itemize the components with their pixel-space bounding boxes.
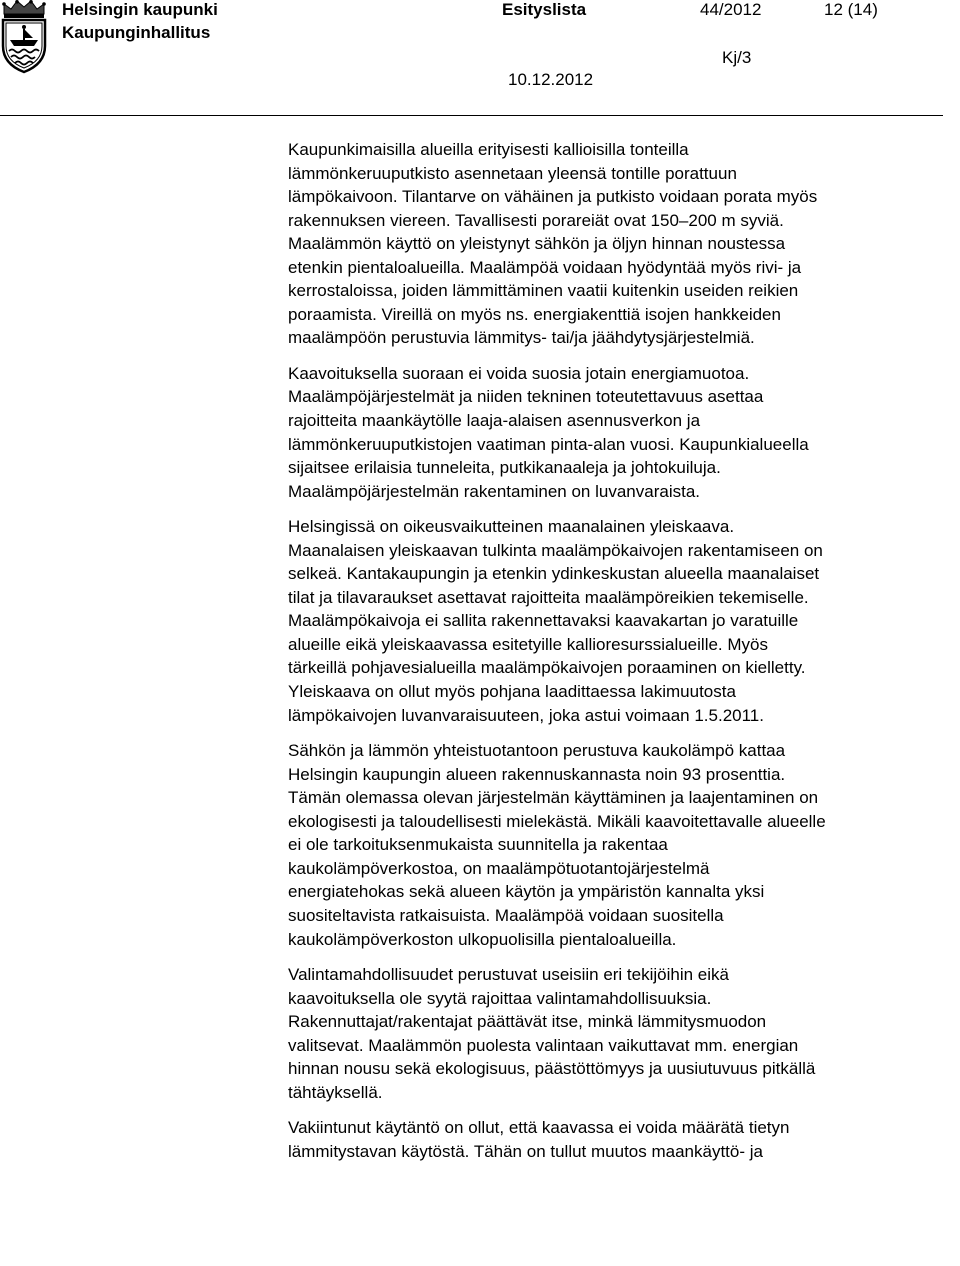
text-line: valitsevat. Maalämmön puolesta valintaan vaikuttavat mm. energian <box>288 1035 799 1055</box>
text-line: Sähkön ja lämmön yhteistuotantoon perustuva kaukolämpö kattaa <box>288 741 786 761</box>
text-line: hinnan nousu sekä ekologisuus, päästöttömyys ja uusiutuvuus pitkällä <box>288 1059 816 1079</box>
text-line: Maalämmön käyttö on yleistynyt sähkön ja öljyn hinnan noustessa <box>288 234 786 254</box>
text-line: suositeltavista ratkaisuista. Maalämpöä voidaan suositella <box>288 905 724 925</box>
document-type: Esityslista <box>502 0 587 19</box>
text-line: kaukolämpöverkostoa, on maalämpötuotantojärjestelmä <box>288 858 710 878</box>
text-line: Helsingin kaupungin alueen rakennuskannasta noin 93 prosenttia. <box>288 764 786 784</box>
text-line: Maalämpökaivoja ei sallita rakennettavaksi kaavakartan jo varatuille <box>288 611 799 631</box>
text-line: tärkeillä pohjavesialueilla maalämpökaivojen poraaminen on kielletty. <box>288 658 806 678</box>
text-line: sijaitsee erilaisia tunneleita, putkikanaaleja ja johtokuiluja. <box>288 458 721 478</box>
body-paragraph <box>288 963 948 1104</box>
text-line: lämpökaivoon. Tilantarve on vähäinen ja putkisto voidaan porata myös <box>288 187 818 207</box>
document-date: 10.12.2012 <box>508 70 594 89</box>
text-line: rajoitteita maankäytölle laaja-alaisen asennusverkon ja <box>288 411 701 431</box>
document-number: 44/2012 <box>700 0 762 19</box>
text-line: poraamista. Vireillä on myös ns. energiakenttiä isojen hankkeiden <box>288 304 781 324</box>
text-line: Vakiintunut käytäntö on ollut, että kaavassa ei voida määrätä tietyn <box>288 1118 790 1138</box>
text-line: lämmönkeruuputkistojen vaatiman pinta-alan vuosi. Kaupunkialueella <box>288 434 809 454</box>
body-paragraph <box>288 1116 948 1163</box>
body-paragraph <box>288 515 948 727</box>
text-line: Kaavoituksella suoraan ei voida suosia jotain energiamuotoa. <box>288 363 750 383</box>
text-line: energiatehokas sekä alueen käytön ja ympäristön kannalta yksi <box>288 882 765 902</box>
text-line: kaukolämpöverkoston ulkopuolisilla pientaloalueilla. <box>288 929 677 949</box>
text-line: Kaupunkimaisilla alueilla erityisesti kallioisilla tonteilla <box>288 140 689 159</box>
text-line: Yleiskaava on ollut myös pohjana laadittaessa lakimuutosta <box>288 682 736 702</box>
document-body <box>288 138 948 1163</box>
text-line: Maalämpöjärjestelmät ja niiden tekninen toteutettavuus asettaa <box>288 387 764 407</box>
page-info: 12 (14) <box>824 0 878 19</box>
text-line: ei ole tarkoituksenmukaista suunnitella ja rakentaa <box>288 835 668 855</box>
text-line: lämmitystavan käytöstä. Tähän on tullut muutos maankäyttö- ja <box>288 1141 763 1161</box>
header-divider <box>0 115 943 116</box>
text-line: rakennuksen viereen. Tavallisesti porareiät ovat 150–200 m syviä. <box>288 210 784 230</box>
text-line: tähtäyksellä. <box>288 1082 383 1102</box>
text-line: Helsingissä on oikeusvaikutteinen maanalainen yleiskaava. <box>288 517 735 537</box>
organization-name: Helsingin kaupunki <box>62 0 218 19</box>
text-line: kerrostaloissa, joiden lämmittäminen vaatii kuitenkin useiden reikien <box>288 281 799 301</box>
text-line: Rakennuttajat/rakentajat päättävät itse, minkä lämmitysmuodon <box>288 1012 767 1032</box>
text-line: lämpökaivojen luvanvaraisuuteen, joka astui voimaan 1.5.2011. <box>288 705 764 725</box>
department-name: Kaupunginhallitus <box>62 23 211 42</box>
text-line: selkeä. Kantakaupungin ja etenkin ydinkeskustan alueella maanalaiset <box>288 564 820 584</box>
body-paragraph <box>288 739 948 951</box>
text-line: Tämän olemassa olevan järjestelmän käyttäminen ja laajentaminen on <box>288 788 819 808</box>
text-line: tilat ja tilavaraukset asettavat rajoitteita maalämpöreikien tekemiselle. <box>288 587 809 607</box>
text-line: Valintamahdollisuudet perustuvat useisiin eri tekijöihin eikä <box>288 965 729 985</box>
body-paragraph <box>288 138 948 350</box>
body-paragraph <box>288 362 948 503</box>
helsinki-coat-of-arms-icon <box>0 0 48 74</box>
text-line: kaavoituksella ole syytä rajoittaa valintamahdollisuuksia. <box>288 988 712 1008</box>
text-line: ekologisesti ja taloudellisesti mielekästä. Mikäli kaavoitettavalle alueelle <box>288 811 826 831</box>
text-line: Maalämpöjärjestelmän rakentaminen on luvanvaraista. <box>288 481 700 501</box>
text-line: lämmönkeruuputkisto asennetaan yleensä tontille porattuun <box>288 163 737 183</box>
section-code: Kj/3 <box>722 48 752 67</box>
text-line: alueille eikä yleiskaavassa esitetyille kallioresurssialueille. Myös <box>288 634 768 654</box>
text-line: maalämpöön perustuvia lämmitys- tai/ja jäähdytysjärjestelmiä. <box>288 328 755 348</box>
text-line: Maanalaisen yleiskaavan tulkinta maalämpökaivojen rakentamiseen on <box>288 540 823 560</box>
text-line: etenkin pientaloalueilla. Maalämpöä voidaan hyödyntää myös rivi- ja <box>288 257 802 277</box>
